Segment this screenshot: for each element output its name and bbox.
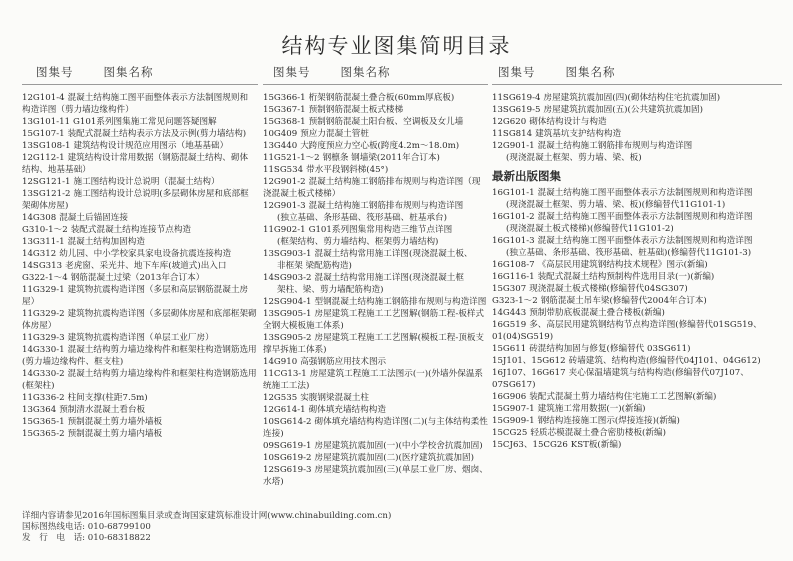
- catalog-item: [492, 343, 787, 355]
- atlas-code: 16G101-3: [492, 236, 535, 246]
- catalog-item: [263, 272, 488, 284]
- atlas-code: 12SG121-1: [22, 177, 71, 187]
- atlas-code: 14G312: [22, 249, 57, 259]
- atlas-name: 混凝土结构施工图平面整体表示方法制图规则和构造详图: [537, 188, 753, 198]
- catalog-list-3: [492, 92, 787, 451]
- atlas-name: 混凝土结构剪力墙边缘构件和框架柱构造钢筋选用: [67, 345, 257, 355]
- catalog-item: [492, 283, 787, 295]
- atlas-code: 13SG108-1: [22, 141, 71, 151]
- catalog-item: [492, 439, 787, 451]
- catalog-item: [492, 104, 787, 116]
- atlas-code: 12G614-1: [263, 405, 306, 415]
- new-section-title: 最新出版图集: [492, 169, 561, 183]
- atlas-code: 13G440: [263, 141, 298, 151]
- column-header: [36, 64, 154, 80]
- atlas-name: 房屋建筑工程施工工艺图解(钢筋工程-板样式全钢大模板施工体系): [263, 309, 485, 331]
- atlas-name: 预制带肋底板混凝土叠合楼板(新编): [529, 308, 665, 318]
- header-divider: [263, 84, 488, 85]
- atlas-code: 13G311-1: [22, 237, 65, 247]
- atlas-code: 12G901-2: [263, 177, 306, 187]
- atlas-code: 13SG903-1: [263, 249, 312, 259]
- catalog-item: [492, 367, 787, 391]
- column-header: [498, 64, 616, 80]
- atlas-code: 11SG619-4: [492, 93, 541, 103]
- atlas-name: 桁架钢筋混凝土叠合板(60mm厚底板): [308, 93, 455, 103]
- atlas-code: 09SG619-1: [263, 441, 312, 451]
- catalog-item: [263, 368, 488, 392]
- atlas-name: G101系列图集施工常见问题答疑图解: [73, 117, 217, 127]
- atlas-name: 混凝土后锚固连接: [59, 213, 128, 223]
- catalog-item: [263, 140, 488, 152]
- atlas-code: 12G901-3: [263, 201, 306, 211]
- atlas-name: 装配式混凝土结构预制构件选用目录(一)(新编): [537, 272, 715, 282]
- atlas-name: 型钢混凝土结构施工钢筋排布规则与构造详图: [314, 297, 487, 307]
- atlas-name: 房屋建筑抗震加固(四)(砌体结构住宅抗震加固): [543, 93, 721, 103]
- atlas-name: 砌体填充墙结构构造: [308, 405, 386, 415]
- atlas-name-continuation: (独立基础、条形基础、筏形基础、桩基承台): [277, 213, 447, 223]
- header-name: 图集名称: [103, 65, 154, 79]
- atlas-name: 预制钢筋混凝土阳台板、空调板及女儿墙: [308, 117, 464, 127]
- atlas-name: 高强钢筋应用技术图示: [300, 357, 387, 367]
- catalog-item: [22, 416, 258, 428]
- catalog-item: [263, 92, 488, 104]
- atlas-name: 混凝土结构常用施工详图(现浇混凝土板、: [314, 249, 473, 259]
- catalog-item: [22, 248, 258, 260]
- atlas-code: 16G519: [492, 320, 527, 330]
- atlas-name-continuation: (剪力墙边缘构件、框支柱): [22, 357, 124, 367]
- atlas-name-continuation: (现浇混凝土框架、剪力墙、梁、板): [506, 153, 642, 163]
- catalog-item: [492, 415, 787, 427]
- atlas-code: 15G365-1: [22, 417, 65, 427]
- atlas-code: 11SG814: [492, 129, 533, 139]
- atlas-name: 钢结构连接施工图示(焊接连接)(新编): [537, 416, 680, 426]
- catalog-item: [492, 116, 787, 128]
- catalog-item: [263, 440, 488, 452]
- atlas-code: 16J107、16G617: [492, 368, 566, 378]
- atlas-name: 施工图结构设计总说明（混凝土结构）: [73, 177, 220, 187]
- catalog-item: [492, 128, 787, 140]
- catalog-item: [492, 355, 787, 367]
- atlas-name: 施工图结构设计总说明(多层砌体房屋和底部框: [73, 189, 249, 199]
- atlas-code: 10SG619-2: [263, 453, 312, 463]
- atlas-name: 柱间支撑(柱距7.5m): [67, 393, 148, 403]
- atlas-code: 15CJ63、15CG26: [492, 440, 568, 450]
- atlas-name: 建筑基坑支护结构构造: [535, 129, 622, 139]
- catalog-item: [22, 344, 258, 356]
- atlas-name: 建筑物抗震构造详图（多层和高层钢筋混凝土房屋）: [22, 285, 249, 307]
- atlas-code: 11G329-1: [22, 285, 65, 295]
- atlas-code: 15J101、15G612: [492, 356, 566, 366]
- catalog-item: [492, 403, 787, 415]
- atlas-code: 13SG905-2: [263, 333, 312, 343]
- catalog-item: [263, 224, 488, 236]
- atlas-code: 12G101-4: [22, 93, 65, 103]
- atlas-name: 建筑结构设计常用数据（钢筋混凝土结构、砌体: [67, 153, 249, 163]
- atlas-name: 房屋建筑工程施工工法图示(一)(外墙外保温系统施工工法): [263, 369, 484, 391]
- atlas-code: 15G909-1: [492, 416, 535, 426]
- atlas-name: 砌体填充墙结构构造详图(二)(与主体结构柔性连接): [263, 417, 488, 439]
- atlas-name: 带水平段钢斜梯(45°): [306, 165, 389, 175]
- atlas-name: 混凝土结构施工图平面整体表示方法制图规则和: [67, 93, 249, 103]
- atlas-name: 预制钢筋混凝土板式楼梯: [308, 105, 404, 115]
- atlas-name-continuation: (框架柱): [22, 381, 55, 391]
- footer-sales-phone: 发 行 电 话: 010-68318822: [22, 533, 151, 543]
- atlas-name-continuation: (独立基础、条形基础、筏形基础、桩基础)(修编替代11G101-3): [506, 248, 752, 258]
- atlas-name: 装配式混凝土结构连接节点构造: [70, 225, 192, 235]
- atlas-name: 钢筋混凝土吊车梁(修编替代2004年合订本): [540, 296, 707, 306]
- atlas-name: 建筑物抗震构造详图（多层砌体房屋和底部框架砌体房屋）: [22, 309, 257, 331]
- catalog-item: [263, 200, 488, 212]
- catalog-item: [492, 235, 787, 247]
- atlas-name: 建筑物抗震构造详图（单层工业厂房）: [67, 333, 214, 343]
- catalog-item: [263, 464, 488, 488]
- atlas-code: 10SG614-2: [263, 417, 312, 427]
- atlas-name: 装配式混凝土剪力墙结构住宅施工工艺图解(新编): [529, 392, 717, 402]
- catalog-item: [22, 212, 258, 224]
- catalog-item: [263, 128, 488, 140]
- atlas-name: 实腹钢梁混凝土柱: [300, 393, 369, 403]
- header-divider: [22, 84, 258, 85]
- catalog-item: [22, 368, 258, 380]
- atlas-code: 14G910: [263, 357, 298, 367]
- atlas-name: 多、高层民用建筑钢结构节点构造详图(修编替代01SG519、01(04)SG519): [492, 320, 762, 342]
- catalog-item: [22, 428, 258, 440]
- catalog-item: [22, 308, 258, 332]
- atlas-name: 预制清水混凝土看台板: [59, 405, 146, 415]
- atlas-code: 11G329-2: [22, 309, 65, 319]
- atlas-code: 11G329-3: [22, 333, 65, 343]
- catalog-item: [22, 272, 258, 284]
- atlas-name-continuation: (现浇混凝土板式楼梯)(修编替代11G101-2): [506, 224, 674, 234]
- header-name: 图集名称: [565, 65, 616, 79]
- column-header: [273, 64, 391, 80]
- catalog-item: [263, 104, 488, 116]
- catalog-item: [22, 224, 258, 236]
- atlas-code: G322-1～4: [22, 273, 68, 283]
- catalog-item: [263, 404, 488, 416]
- atlas-name: 混凝土结构施工钢筋排布规则与构造详图: [537, 141, 693, 151]
- catalog-item: [22, 260, 258, 272]
- catalog-item: [22, 404, 258, 416]
- catalog-item: [263, 416, 488, 440]
- atlas-name: 房屋建筑抗震加固(二)(医疗建筑抗震加固): [314, 453, 474, 463]
- atlas-code: 15G611: [492, 344, 527, 354]
- atlas-name: KST板(新编): [570, 440, 622, 450]
- atlas-name: 装配式混凝土结构表示方法及示例(剪力墙结构): [67, 129, 247, 139]
- atlas-name: 砖混结构加固与修复(修编替代 03SG611): [529, 344, 691, 354]
- catalog-item: [22, 140, 258, 152]
- atlas-code: 15CG25: [492, 428, 528, 438]
- atlas-code: 14G443: [492, 308, 527, 318]
- atlas-name: 大跨度预应力空心板(跨度4.2m～18.0m): [300, 141, 460, 151]
- atlas-name-continuation: (框架结构、剪力墙结构、框架剪力墙结构): [277, 237, 439, 247]
- catalog-item: [263, 332, 488, 356]
- atlas-code: 13G101-11: [22, 117, 71, 127]
- atlas-name: 现浇混凝土板式楼梯(修编替代04SG307): [529, 284, 688, 294]
- page-title: 结构专业图集简明目录: [281, 34, 512, 58]
- atlas-name: 预应力混凝土管桩: [300, 129, 369, 139]
- atlas-code: 15G307: [492, 284, 527, 294]
- catalog-item: [492, 427, 787, 439]
- catalog-item: [492, 92, 787, 104]
- atlas-name: 预制混凝土剪力墙内墙板: [67, 429, 163, 439]
- atlas-code: 15G107-1: [22, 129, 65, 139]
- catalog-list-1: [22, 92, 258, 440]
- atlas-name: 建筑施工常用数据(一)(新编): [537, 404, 646, 414]
- atlas-name: 建筑结构设计规范应用图示（地基基础）: [73, 141, 229, 151]
- catalog-item: [263, 308, 488, 332]
- catalog-item: [22, 92, 258, 104]
- atlas-code: 11SG534: [263, 165, 304, 175]
- catalog-item: [22, 116, 258, 128]
- catalog-item: [492, 259, 787, 271]
- atlas-name: 房屋建筑抗震加固(三)(单层工业厂房、烟囱、水塔): [263, 465, 488, 487]
- catalog-item: [492, 391, 787, 403]
- atlas-name: 房屋建筑抗震加固(一)(中小学校舍抗震加固): [314, 441, 483, 451]
- catalog-item: [263, 356, 488, 368]
- header-name: 图集名称: [340, 65, 391, 79]
- atlas-name: 钢筋混凝土过梁（2013年合订本）: [70, 273, 205, 283]
- atlas-code: 12G112-1: [22, 153, 65, 163]
- atlas-name: 钢檩条 钢墙梁(2011年合订本): [322, 153, 440, 163]
- atlas-name-continuation: 结构、地基基础）: [22, 165, 91, 175]
- atlas-code: 13G364: [22, 405, 57, 415]
- atlas-code: 12SG904-1: [263, 297, 312, 307]
- footer-website-note: 详细内容请参见2016年国标图集目录或查询国家建筑标准设计网(www.chinabuilding.com.cn): [22, 511, 392, 521]
- atlas-name-continuation: 构造详图（剪力墙边缘构件）: [22, 105, 134, 115]
- catalog-item: [492, 140, 787, 152]
- catalog-item: [22, 284, 258, 308]
- header-divider: [492, 84, 782, 85]
- atlas-name: 幼儿园、中小学校家具家电设备抗震连接构造: [59, 249, 232, 259]
- atlas-code: G323-1～2: [492, 296, 538, 306]
- catalog-item: [22, 128, 258, 140]
- atlas-code: 11G521-1～2: [263, 153, 320, 163]
- catalog-item: [22, 332, 258, 344]
- atlas-code: 15G365-2: [22, 429, 65, 439]
- atlas-name: G101系列图集常用构造三维节点详图: [308, 225, 453, 235]
- atlas-code: 12G620: [492, 117, 527, 127]
- atlas-code: 14G330-1: [22, 345, 65, 355]
- catalog-item: [22, 392, 258, 404]
- catalog-item: [492, 187, 787, 199]
- catalog-item: [263, 164, 488, 176]
- atlas-name: 混凝土结构施工图平面整体表示方法制图规则和构造详图: [537, 236, 753, 246]
- atlas-code: 14SG313: [22, 261, 63, 271]
- catalog-item: [22, 188, 258, 200]
- atlas-code: 15G907-1: [492, 404, 535, 414]
- atlas-name: 房屋建筑工程施工工艺图解(模板工程-顶板支撑早拆施工体系): [263, 333, 485, 355]
- atlas-code: 12SG619-3: [263, 465, 312, 475]
- atlas-code: 15G367-1: [263, 105, 306, 115]
- catalog-item: [263, 116, 488, 128]
- atlas-code: 16G108-7: [492, 260, 535, 270]
- atlas-name: 轻质芯模混凝土叠合密肋楼板(新编): [530, 428, 666, 438]
- footer-hotline: 国标图热线电话: 010-68799100: [22, 522, 151, 532]
- catalog-item: [22, 236, 258, 248]
- atlas-name: 砖墙建筑、结构构造(修编替代04J101、04G612): [568, 356, 761, 366]
- atlas-name: 混凝土结构剪力墙边缘构件和框架柱构造钢筋选用: [67, 369, 257, 379]
- catalog-item: [263, 392, 488, 404]
- atlas-name: 夹心保温墙建筑与结构构造(修编替代07J107、07SG617): [492, 368, 749, 390]
- atlas-name-continuation: 架柱、梁、剪力墙配筋构造): [277, 285, 384, 295]
- atlas-code: 16G116-1: [492, 272, 535, 282]
- atlas-name: 砌体结构设计与构造: [529, 117, 607, 127]
- atlas-name-continuation: (现浇混凝土框架、剪力墙、梁、板)(修编替代11G101-1): [506, 200, 726, 210]
- catalog-list-2: [263, 92, 488, 488]
- atlas-name: 混凝土结构施工钢筋排布规则与构造详图（现浇混凝土板式楼梯）: [263, 177, 481, 199]
- atlas-code: 13SG619-5: [492, 105, 541, 115]
- catalog-item: [263, 152, 488, 164]
- atlas-name-continuation: 架砌体房屋): [22, 201, 69, 211]
- atlas-name: 老虎窗、采光井、地下车库(坡道式)出入口: [65, 261, 227, 271]
- header-code: 图集号: [273, 65, 311, 79]
- atlas-code: 15G368-1: [263, 117, 306, 127]
- footer: [22, 511, 391, 544]
- catalog-item: [263, 452, 488, 464]
- catalog-item: [492, 307, 787, 319]
- atlas-code: 16G101-1: [492, 188, 535, 198]
- atlas-code: 15G366-1: [263, 93, 306, 103]
- atlas-name-continuation: 非框架 梁配筋构造): [277, 261, 352, 271]
- atlas-name: 混凝土结构常用施工详图(现浇混凝土框: [314, 273, 464, 283]
- header-code: 图集号: [498, 65, 536, 79]
- atlas-code: 12G901-1: [492, 141, 535, 151]
- catalog-item: [263, 296, 488, 308]
- atlas-code: 11G902-1: [263, 225, 306, 235]
- atlas-code: 14G330-2: [22, 369, 65, 379]
- header-code: 图集号: [36, 65, 74, 79]
- catalog-item: [22, 176, 258, 188]
- catalog-item: [263, 176, 488, 200]
- atlas-name: 混凝土结构施工钢筋排布规则与构造详图: [308, 201, 464, 211]
- atlas-name: 混凝土结构施工图平面整体表示方法制图规则和构造详图: [537, 212, 753, 222]
- catalog-item: [492, 319, 787, 343]
- catalog-item: [492, 271, 787, 283]
- atlas-code: 14SG903-2: [263, 273, 312, 283]
- atlas-code: 13SG905-1: [263, 309, 312, 319]
- catalog-item: [492, 211, 787, 223]
- atlas-code: 13SG121-2: [22, 189, 71, 199]
- atlas-code: 10G409: [263, 129, 298, 139]
- atlas-code: 12G535: [263, 393, 298, 403]
- atlas-code: 11G336-2: [22, 393, 65, 403]
- atlas-name: 房屋建筑抗震加固(五)(公共建筑抗震加固): [543, 105, 703, 115]
- atlas-name: 预制混凝土剪力墙外墙板: [67, 417, 163, 427]
- catalog-item: [492, 295, 787, 307]
- atlas-code: 16G101-2: [492, 212, 535, 222]
- atlas-code: 11CG13-1: [263, 369, 307, 379]
- atlas-name: 混凝土结构加固构造: [67, 237, 145, 247]
- atlas-name: 《高层民用建筑钢结构技术规程》图示(新编): [537, 260, 708, 270]
- catalog-item: [263, 248, 488, 260]
- atlas-code: G310-1～2: [22, 225, 68, 235]
- catalog-item: [22, 152, 258, 164]
- atlas-code: 14G308: [22, 213, 57, 223]
- atlas-code: 16G906: [492, 392, 527, 402]
